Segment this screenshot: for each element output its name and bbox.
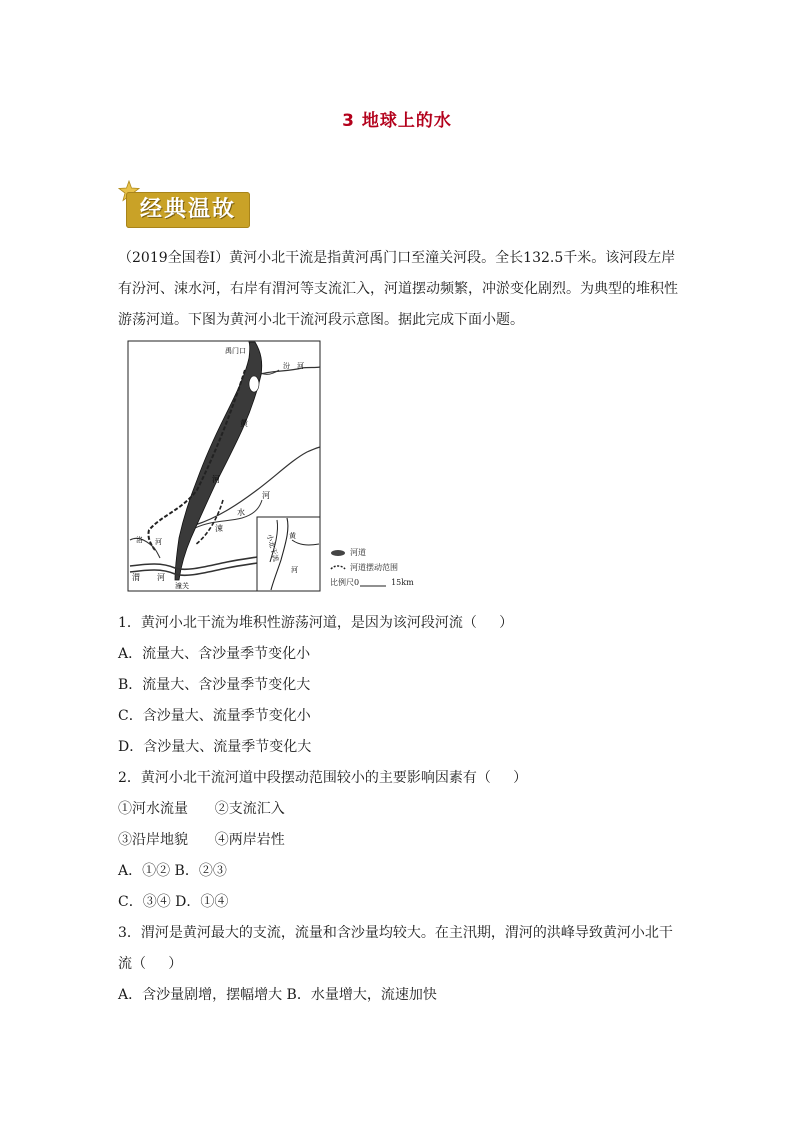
label-wei: 渭: [132, 573, 140, 582]
legend-swing: 河道摆动范围: [330, 560, 414, 575]
option-line: A．含沙量剧增，摆幅增大 B．水量增大，流速加快: [118, 987, 437, 1003]
label-su: 涑: [215, 524, 223, 533]
option-line: B．流量大、含沙量季节变化大: [118, 677, 311, 693]
legend-scale: 比例尺0 15km: [330, 577, 414, 587]
option-line: ③沿岸地貌 ④两岸岩性: [118, 832, 285, 848]
intro-line: （2019全国卷Ⅰ）黄河小北干流是指黄河禹门口至潼关河段。全长132.5千米。该河段左岸: [118, 250, 676, 266]
label-yumenkou: 禹门口: [225, 347, 246, 355]
question-line: 1．黄河小北干流为堆积性游荡河道，是因为该河段河流（ ）: [118, 615, 514, 631]
label-he3: 河: [155, 538, 162, 546]
label-fen1: 汾: [283, 362, 290, 370]
option-line: C．含沙量大、流量季节变化小: [118, 708, 311, 724]
inset-map-frame: [257, 517, 320, 591]
label-huang: 黄: [240, 419, 248, 428]
swing-swatch-icon: [330, 564, 346, 572]
option-line: C．③④ D．①④: [118, 894, 229, 910]
question-line: 2．黄河小北干流河道中段摆动范围较小的主要影响因素有（ ）: [118, 770, 528, 786]
label-shui: 水: [237, 508, 245, 517]
page-title: 3 地球上的水: [342, 111, 452, 131]
label-he4: 河: [157, 573, 165, 582]
option-line: A．①② B．②③: [118, 863, 227, 879]
label-tongguan: 潼关: [175, 582, 189, 590]
label-inset-he: 河: [291, 566, 298, 574]
label-he2: 河: [262, 491, 270, 500]
label-inset-huang: 黄: [289, 532, 296, 540]
label-luo: 洛: [136, 536, 143, 544]
label-he: 河: [212, 475, 220, 484]
map-legend: [330, 545, 414, 590]
question-line: 流（ ）: [118, 956, 183, 972]
badge-label: 经典温故: [126, 192, 250, 228]
intro-line: 游荡河道。下图为黄河小北干流河段示意图。据此完成下面小题。: [118, 312, 524, 328]
label-inset-name: 小北干流: [265, 533, 281, 563]
option-line: ①河水流量 ②支流汇入: [118, 801, 285, 817]
question-line: 3．渭河是黄河最大的支流，流量和含沙量均较大。在主汛期，渭河的洪峰导致黄河小北干: [118, 925, 673, 941]
section-badge: [118, 180, 258, 232]
option-line: D．含沙量大、流量季节变化大: [118, 739, 312, 755]
label-fen2: 河: [297, 362, 304, 370]
option-line: A．流量大、含沙量季节变化小: [118, 646, 311, 662]
intro-paragraph: [118, 243, 678, 336]
intro-line: 有汾河、涑水河，右岸有渭河等支流汇入，河道摆动频繁，冲淤变化剧烈。为典型的堆积性: [118, 281, 678, 297]
scale-bar: [359, 579, 387, 587]
legend-channel: 河道: [330, 545, 414, 560]
river-map: [127, 340, 321, 592]
channel-swatch-icon: [330, 549, 346, 557]
